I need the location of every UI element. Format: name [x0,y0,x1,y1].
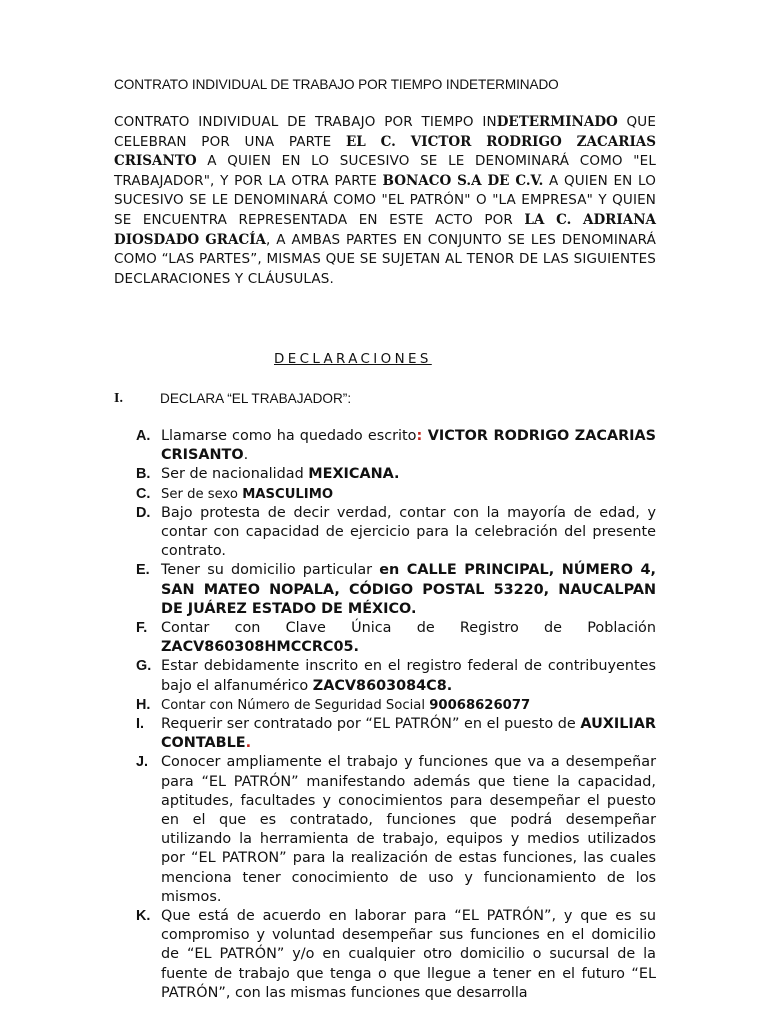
declaration-item [136,465,656,484]
text-run: Que está de acuerdo en laborar para “EL PATRÓN”, y que es su compromiso y voluntad desempeñar sus funciones en el domicilio de “EL PATRÓN” y/o en cualquier otro domicilio o sucursal de la fuente de trabajo que tenga o que llegue a tener en el futuro “EL PATRÓN”, con las mismas funciones que desarrolla [161,908,656,1001]
bold-text-run: en CALLE PRINCIPAL, NÚMERO 4, SAN MATEO NOPALA, CÓDIGO POSTAL 53220, NAUCALPAN DE JUÁREZ ESTADO DE MÉXICO. [161,562,657,617]
text-run: . [243,447,249,464]
bold-text-run: VICTOR RODRIGO ZACARIAS CRISANTO [161,428,657,464]
declaration-item [136,696,656,715]
text-run: : [416,428,428,444]
declaration-item [136,504,656,562]
item-letter: C. [136,485,151,502]
text-run: CONTRATO INDIVIDUAL DE TRABAJO POR TIEMPO IN [114,114,497,130]
bold-text-run: EL C. VICTOR RODRIGO ZACARIAS CRISANTO [114,133,656,170]
item-letter: K. [136,908,151,925]
declaration-list [136,427,656,1003]
declaration-item [136,485,656,504]
text-run: Tener su domicilio particular [161,562,380,579]
item-letter: G. [136,658,152,675]
item-letter: B. [136,466,151,483]
section-heading-declaraciones: DECLARACIONES [274,352,432,367]
declaration-item [136,561,656,619]
item-letter: D. [136,504,151,521]
item-letter: H. [136,696,151,713]
text-run: A QUIEN EN LO SUCESIVO SE LE DENOMINARÁ COMO "EL TRABAJADOR", Y POR LA OTRA PARTE [114,153,656,189]
bold-text-run: LA C. ADRIANA DIOSDADO GRACÍA [114,211,657,248]
text-run: Bajo protesta de decir verdad, contar con la mayoría de edad, y contar con capacidad de ejercicio para la celebración del presente contrato. [161,504,656,560]
declaration-item [136,753,656,907]
document-title: CONTRATO INDIVIDUAL DE TRABAJO POR TIEMPO INDETERMINADO [114,77,559,92]
declaration-item [136,657,656,695]
declaration-heading: DECLARA “EL TRABAJADOR”: [160,391,352,406]
bold-text-run: ZACV8603084C8. [312,677,453,694]
bold-text-run: MASCULIMO [242,486,334,502]
bold-text-run: AUXILIAR CONTABLE [161,716,656,752]
item-letter: F. [136,620,148,637]
item-letter: A. [136,428,151,444]
item-letter: J. [136,754,149,771]
bold-text-run: BONACO S.A DE C.V. [382,172,544,189]
item-letter: E. [136,562,150,579]
bold-text-run: 90068626077 [429,697,531,713]
text-run: Requerir ser contratado por “EL PATRÓN” en el puesto de [161,716,581,733]
text-run: Ser de nacionalidad [161,466,309,483]
bold-text-run: ZACV860308HMCCRC05. [161,639,359,656]
text-run: A QUIEN EN LO SUCESIVO SE LE DENOMINARÁ COMO "EL PATRÓN" O "LA EMPRESA" Y QUIEN SE ENCUENTRA REPRESENTADA EN ESTE ACTO POR [114,172,656,228]
bold-text-run: MEXICANA. [308,466,400,483]
text-run: QUE CELEBRAN POR UNA PARTE [114,114,656,150]
declaration-item [136,715,656,753]
declaration-item [136,907,656,1003]
text-run: Estar debidamente inscrito en el registro federal de contribuyentes bajo el alfanumérico [161,658,656,694]
text-run: Ser de sexo [161,486,243,502]
bold-text-run: DETERMINADO [496,114,618,130]
text-run: Llamarse como ha quedado escrito [161,428,417,444]
text-run: , A AMBAS PARTES EN CONJUNTO SE LES DENOMINARÁ COMO “LAS PARTES”, MISMAS QUE SE SUJETAN AL TENOR DE LAS SIGUIENTES DECLARACIONES Y CLÁUSULAS. [114,231,656,287]
declaration-item [136,619,656,657]
text-run: Contar con Clave Única de Registro de Población [161,620,656,637]
text-run: . [245,735,252,752]
item-letter: I. [136,716,144,733]
text-run: Contar con Número de Seguridad Social [161,697,430,713]
declaration-item [136,427,656,465]
intro-paragraph [114,113,656,289]
roman-numeral: I. [114,391,123,406]
text-run: Conocer ampliamente el trabajo y funciones que va a desempeñar para “EL PATRÓN” manifestando además que tiene la capacidad, aptitudes, facultades y conocimientos para desempeñar el puesto en el que es contratado, funciones que podrá desempeñar utilizando la herramienta de trabajo, equipos y medios utilizados por “EL PATRON” para la realización de estas funciones, las cuales menciona tener conocimiento de uso y funcionamiento de los mismos. [161,754,656,905]
